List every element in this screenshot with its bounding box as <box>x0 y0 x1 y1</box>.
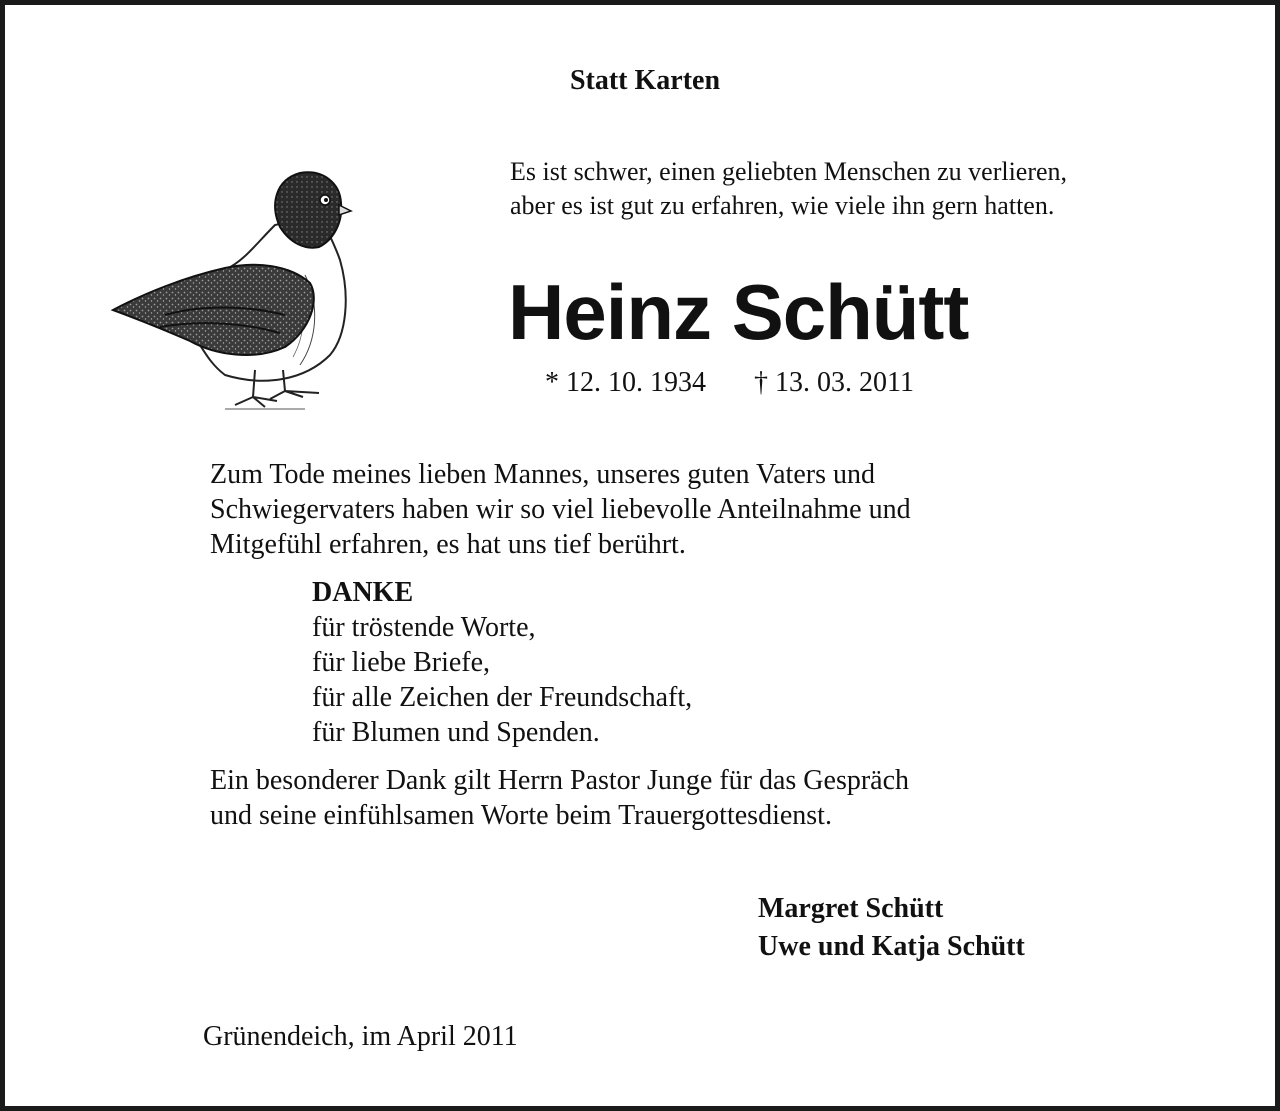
signer-name: Margret Schütt <box>758 893 944 924</box>
thanks-item: für Blumen und Spenden. <box>312 717 600 748</box>
thanks-item: für tröstende Worte, <box>312 612 536 643</box>
paragraph-line: Zum Tode meines lieben Mannes, unseres guten Vaters und <box>210 459 875 490</box>
paragraph-line: Mitgefühl erfahren, es hat uns tief berührt. <box>210 529 686 560</box>
pigeon-icon <box>105 165 355 420</box>
quote-line: aber es ist gut zu erfahren, wie viele ihn gern hatten. <box>510 191 1055 220</box>
special-thanks-paragraph <box>210 763 1205 833</box>
quote-text <box>510 155 1067 223</box>
paragraph-line: und seine einfühlsamen Worte beim Trauergottesdienst. <box>210 800 832 831</box>
thanks-item: für liebe Briefe, <box>312 647 491 678</box>
quote-line: Es ist schwer, einen geliebten Menschen zu verlieren, <box>510 157 1068 186</box>
paragraph-line: Schwiegervaters haben wir so viel liebevolle Anteilnahme und <box>210 494 911 525</box>
thanks-list <box>312 575 692 750</box>
signer-name: Uwe und Katja Schütt <box>758 931 1025 962</box>
life-dates <box>545 365 914 401</box>
birth-date: * 12. 10. 1934 <box>545 367 706 398</box>
signers <box>758 890 1025 966</box>
paragraph-line: Ein besonderer Dank gilt Herrn Pastor Junge für das Gespräch <box>210 765 910 796</box>
deceased-name: Heinz Schütt <box>508 268 969 356</box>
place-date: Grünendeich, im April 2011 <box>203 1021 518 1052</box>
notice-header: Statt Karten <box>569 65 721 96</box>
thanks-item: für alle Zeichen der Freundschaft, <box>312 682 693 713</box>
condolence-paragraph <box>210 457 1205 562</box>
death-date: † 13. 03. 2011 <box>754 367 914 398</box>
thanks-title: DANKE <box>312 577 414 608</box>
